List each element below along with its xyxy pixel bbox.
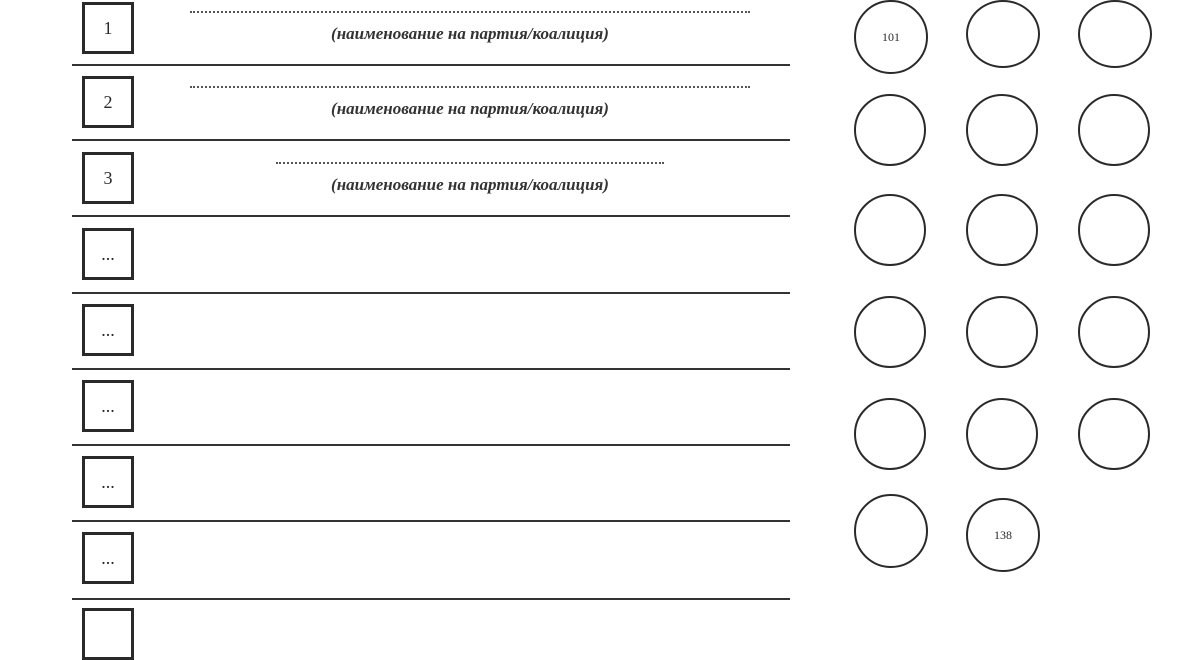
party-name-caption: (наименование на партия/коалиция) xyxy=(331,175,609,194)
party-name-dotted-line xyxy=(190,86,750,88)
party-number-box[interactable] xyxy=(82,76,134,128)
preference-circle[interactable] xyxy=(966,194,1038,266)
preference-circle[interactable] xyxy=(854,194,926,266)
preference-circle[interactable] xyxy=(966,296,1038,368)
row-divider xyxy=(72,139,790,141)
preference-circle[interactable] xyxy=(854,0,928,74)
row-divider xyxy=(72,64,790,66)
row-divider xyxy=(72,598,790,600)
party-number-box[interactable] xyxy=(82,228,134,280)
preference-circle[interactable] xyxy=(854,398,926,470)
party-number-box[interactable] xyxy=(82,532,134,584)
preference-number: 101 xyxy=(882,29,900,44)
party-number: ... xyxy=(101,547,115,568)
preference-circle[interactable] xyxy=(1078,94,1150,166)
preference-circle[interactable] xyxy=(1078,0,1152,68)
row-divider xyxy=(72,444,790,446)
preference-circle[interactable] xyxy=(854,494,928,568)
preference-circle[interactable] xyxy=(966,94,1038,166)
party-name-dotted-line xyxy=(190,11,750,13)
party-name-caption: (наименование на партия/коалиция) xyxy=(331,24,609,43)
party-number: 2 xyxy=(103,91,113,112)
row-divider xyxy=(72,520,790,522)
party-number-box[interactable] xyxy=(82,380,134,432)
party-name-dotted-line xyxy=(276,162,664,164)
party-number-box[interactable] xyxy=(82,608,134,660)
party-number: ... xyxy=(101,395,115,416)
preference-circle[interactable] xyxy=(1078,398,1150,470)
party-number-box[interactable] xyxy=(82,152,134,204)
preference-number: 138 xyxy=(994,527,1012,542)
party-number: 1 xyxy=(103,17,113,38)
party-number: ... xyxy=(101,471,115,492)
preference-circle[interactable] xyxy=(1078,296,1150,368)
preference-circle[interactable] xyxy=(1078,194,1150,266)
party-number-box[interactable] xyxy=(82,304,134,356)
row-divider xyxy=(72,368,790,370)
party-number: ... xyxy=(101,243,115,264)
preference-circle[interactable] xyxy=(854,94,926,166)
party-number: ... xyxy=(101,319,115,340)
preference-circle[interactable] xyxy=(854,296,926,368)
preference-circle[interactable] xyxy=(966,498,1040,572)
preference-circle[interactable] xyxy=(966,398,1038,470)
party-number-box[interactable] xyxy=(82,2,134,54)
row-divider xyxy=(72,215,790,217)
preference-circle[interactable] xyxy=(966,0,1040,68)
party-number: 3 xyxy=(103,167,113,188)
row-divider xyxy=(72,292,790,294)
party-number-box[interactable] xyxy=(82,456,134,508)
party-name-caption: (наименование на партия/коалиция) xyxy=(331,99,609,118)
